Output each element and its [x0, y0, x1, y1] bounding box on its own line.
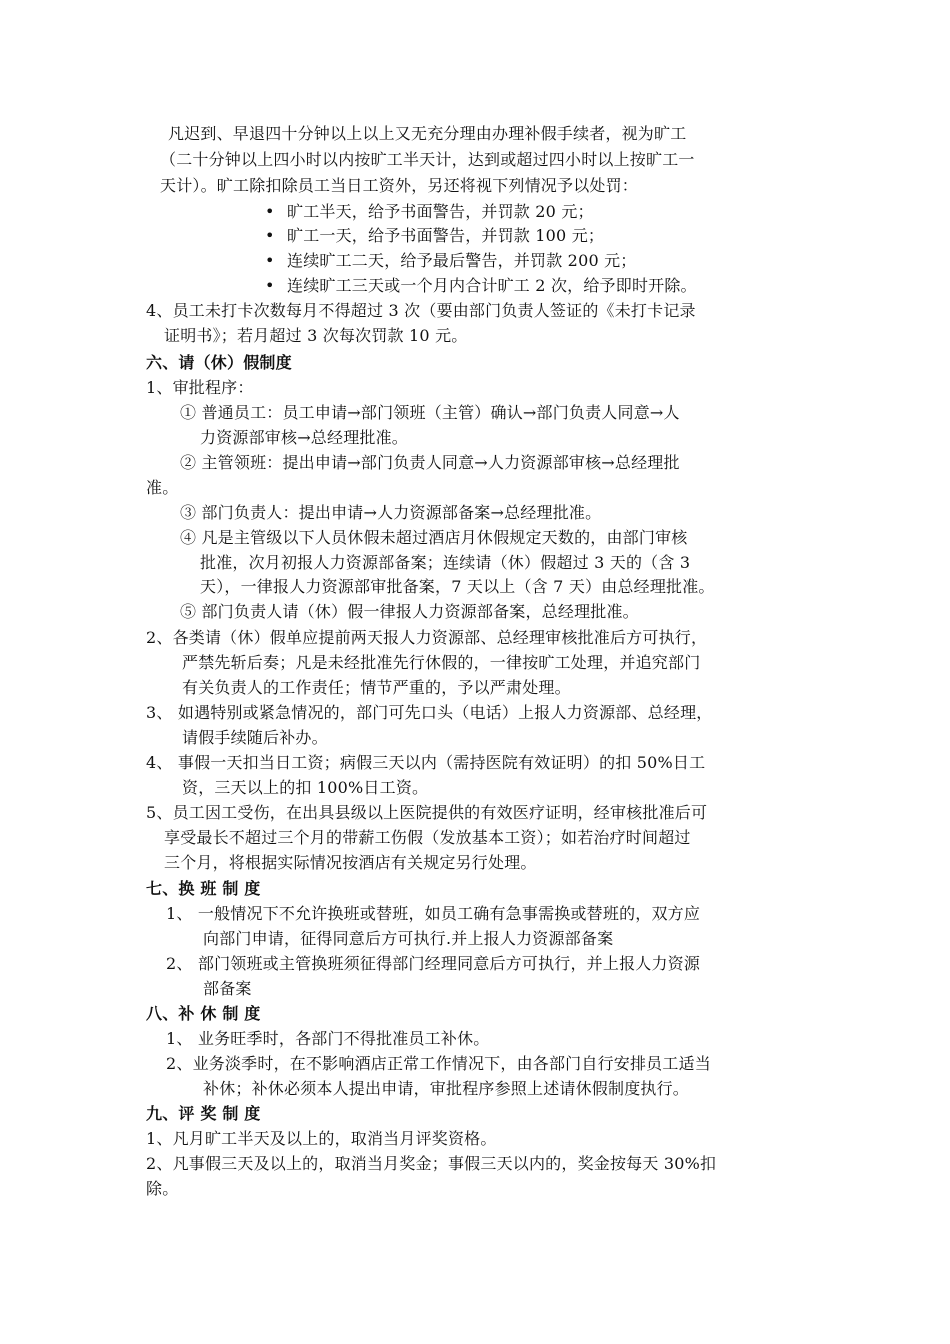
text-line: 力资源部审核→总经理批准。	[200, 428, 409, 447]
text-line: 4、员工未打卡次数每月不得超过 3 次（要由部门负责人签证的《未打卡记录	[146, 301, 696, 320]
bullet-dot-icon: •	[265, 251, 275, 270]
text-line: 批准，次月初报人力资源部备案；连续请（休）假超过 3 天的（含 3	[200, 553, 691, 572]
bullet-dot-icon: •	[265, 226, 275, 245]
text-line: ⑤ 部门负责人请（休）假一律报人力资源部备案，总经理批准。	[180, 602, 639, 621]
text-line: 天计）。旷工除扣除员工当日工资外，另还将视下列情况予以处罚：	[160, 176, 639, 195]
text-line: 1、 一般情况下不允许换班或替班，如员工确有急事需换或替班的，双方应	[166, 904, 701, 923]
text-line: ③ 部门负责人：提出申请→人力资源部备案→总经理批准。	[180, 503, 602, 522]
text-line: 严禁先斩后奏；凡是未经批准先行休假的，一律按旷工处理，并追究部门	[182, 653, 701, 672]
text-line: 2、 部门领班或主管换班须征得部门经理同意后方可执行，并上报人力资源	[166, 954, 701, 973]
text-line: 2、业务淡季时，在不影响酒店正常工作情况下，由各部门自行安排员工适当	[166, 1054, 711, 1073]
text-line: 三个月，将根据实际情况按酒店有关规定另行处理。	[164, 853, 537, 872]
text-line: 部备案	[203, 979, 252, 998]
bullet-dot-icon: •	[265, 276, 275, 295]
text-line: 凡迟到、早退四十分钟以上以上又无充分理由办理补假手续者，视为旷工	[168, 124, 687, 143]
text-line: ② 主管领班：提出申请→部门负责人同意→人力资源部审核→总经理批	[180, 453, 680, 472]
text-line: 5、员工因工受伤，在出具县级以上医院提供的有效医疗证明，经审核批准后可	[146, 803, 708, 822]
text-line: 证明书》；若月超过 3 次每次罚款 10 元。	[164, 326, 468, 345]
text-line: 天），一律报人力资源部审批备案，7 天以上（含 7 天）由总经理批准。	[200, 577, 715, 596]
section-heading: 七、换 班 制 度	[146, 879, 261, 898]
bullet-text: 连续旷工二天，给予最后警告，并罚款 200 元；	[287, 251, 637, 270]
text-line: 1、 业务旺季时，各部门不得批准员工补休。	[166, 1029, 490, 1048]
text-line: 2、凡事假三天及以上的，取消当月奖金；事假三天以内的，奖金按每天 30%扣	[146, 1154, 717, 1173]
bullet-text: 旷工一天，给予书面警告，并罚款 100 元；	[287, 226, 605, 245]
section-heading: 六、请（休）假制度	[146, 353, 292, 372]
text-line: 请假手续随后补办。	[182, 728, 328, 747]
text-line: 1、审批程序：	[146, 378, 254, 397]
section-heading: 八、补 休 制 度	[146, 1004, 261, 1023]
bullet-item	[265, 200, 594, 224]
bullet-dot-icon: •	[265, 202, 275, 221]
text-line: 享受最长不超过三个月的带薪工伤假（发放基本工资）；如若治疗时间超过	[164, 828, 691, 847]
section-heading: 九、评 奖 制 度	[146, 1104, 261, 1123]
bullet-item	[265, 224, 604, 248]
text-line: ① 普通员工：员工申请→部门领班（主管）确认→部门负责人同意→人	[180, 403, 680, 422]
text-line: 有关负责人的工作责任；情节严重的，予以严肃处理。	[182, 678, 571, 697]
bullet-item	[265, 249, 637, 273]
text-line: ④ 凡是主管级以下人员休假未超过酒店月休假规定天数的，由部门审核	[180, 528, 688, 547]
text-line: 向部门申请，征得同意后方可执行.并上报人力资源部备案	[203, 929, 614, 948]
bullet-text: 连续旷工三天或一个月内合计旷工 2 次，给予即时开除。	[287, 276, 697, 295]
text-line: （二十分钟以上四小时以内按旷工半天计，达到或超过四小时以上按旷工一	[160, 150, 695, 169]
bullet-item	[265, 274, 697, 298]
text-line: 3、 如遇特别或紧急情况的，部门可先口头（电话）上报人力资源部、总经理，	[146, 703, 713, 722]
text-line: 4、 事假一天扣当日工资；病假三天以内（需持医院有效证明）的扣 50%日工	[146, 753, 706, 772]
text-line: 准。	[146, 478, 179, 497]
bullet-text: 旷工半天，给予书面警告，并罚款 20 元；	[287, 202, 594, 221]
text-line: 除。	[146, 1179, 179, 1198]
text-line: 1、凡月旷工半天及以上的，取消当月评奖资格。	[146, 1129, 497, 1148]
text-line: 补休；补休必须本人提出申请，审批程序参照上述请休假制度执行。	[203, 1079, 690, 1098]
text-line: 资，三天以上的扣 100%日工资。	[182, 778, 429, 797]
text-line: 2、各类请（休）假单应提前两天报人力资源部、总经理审核批准后方可执行，	[146, 628, 708, 647]
